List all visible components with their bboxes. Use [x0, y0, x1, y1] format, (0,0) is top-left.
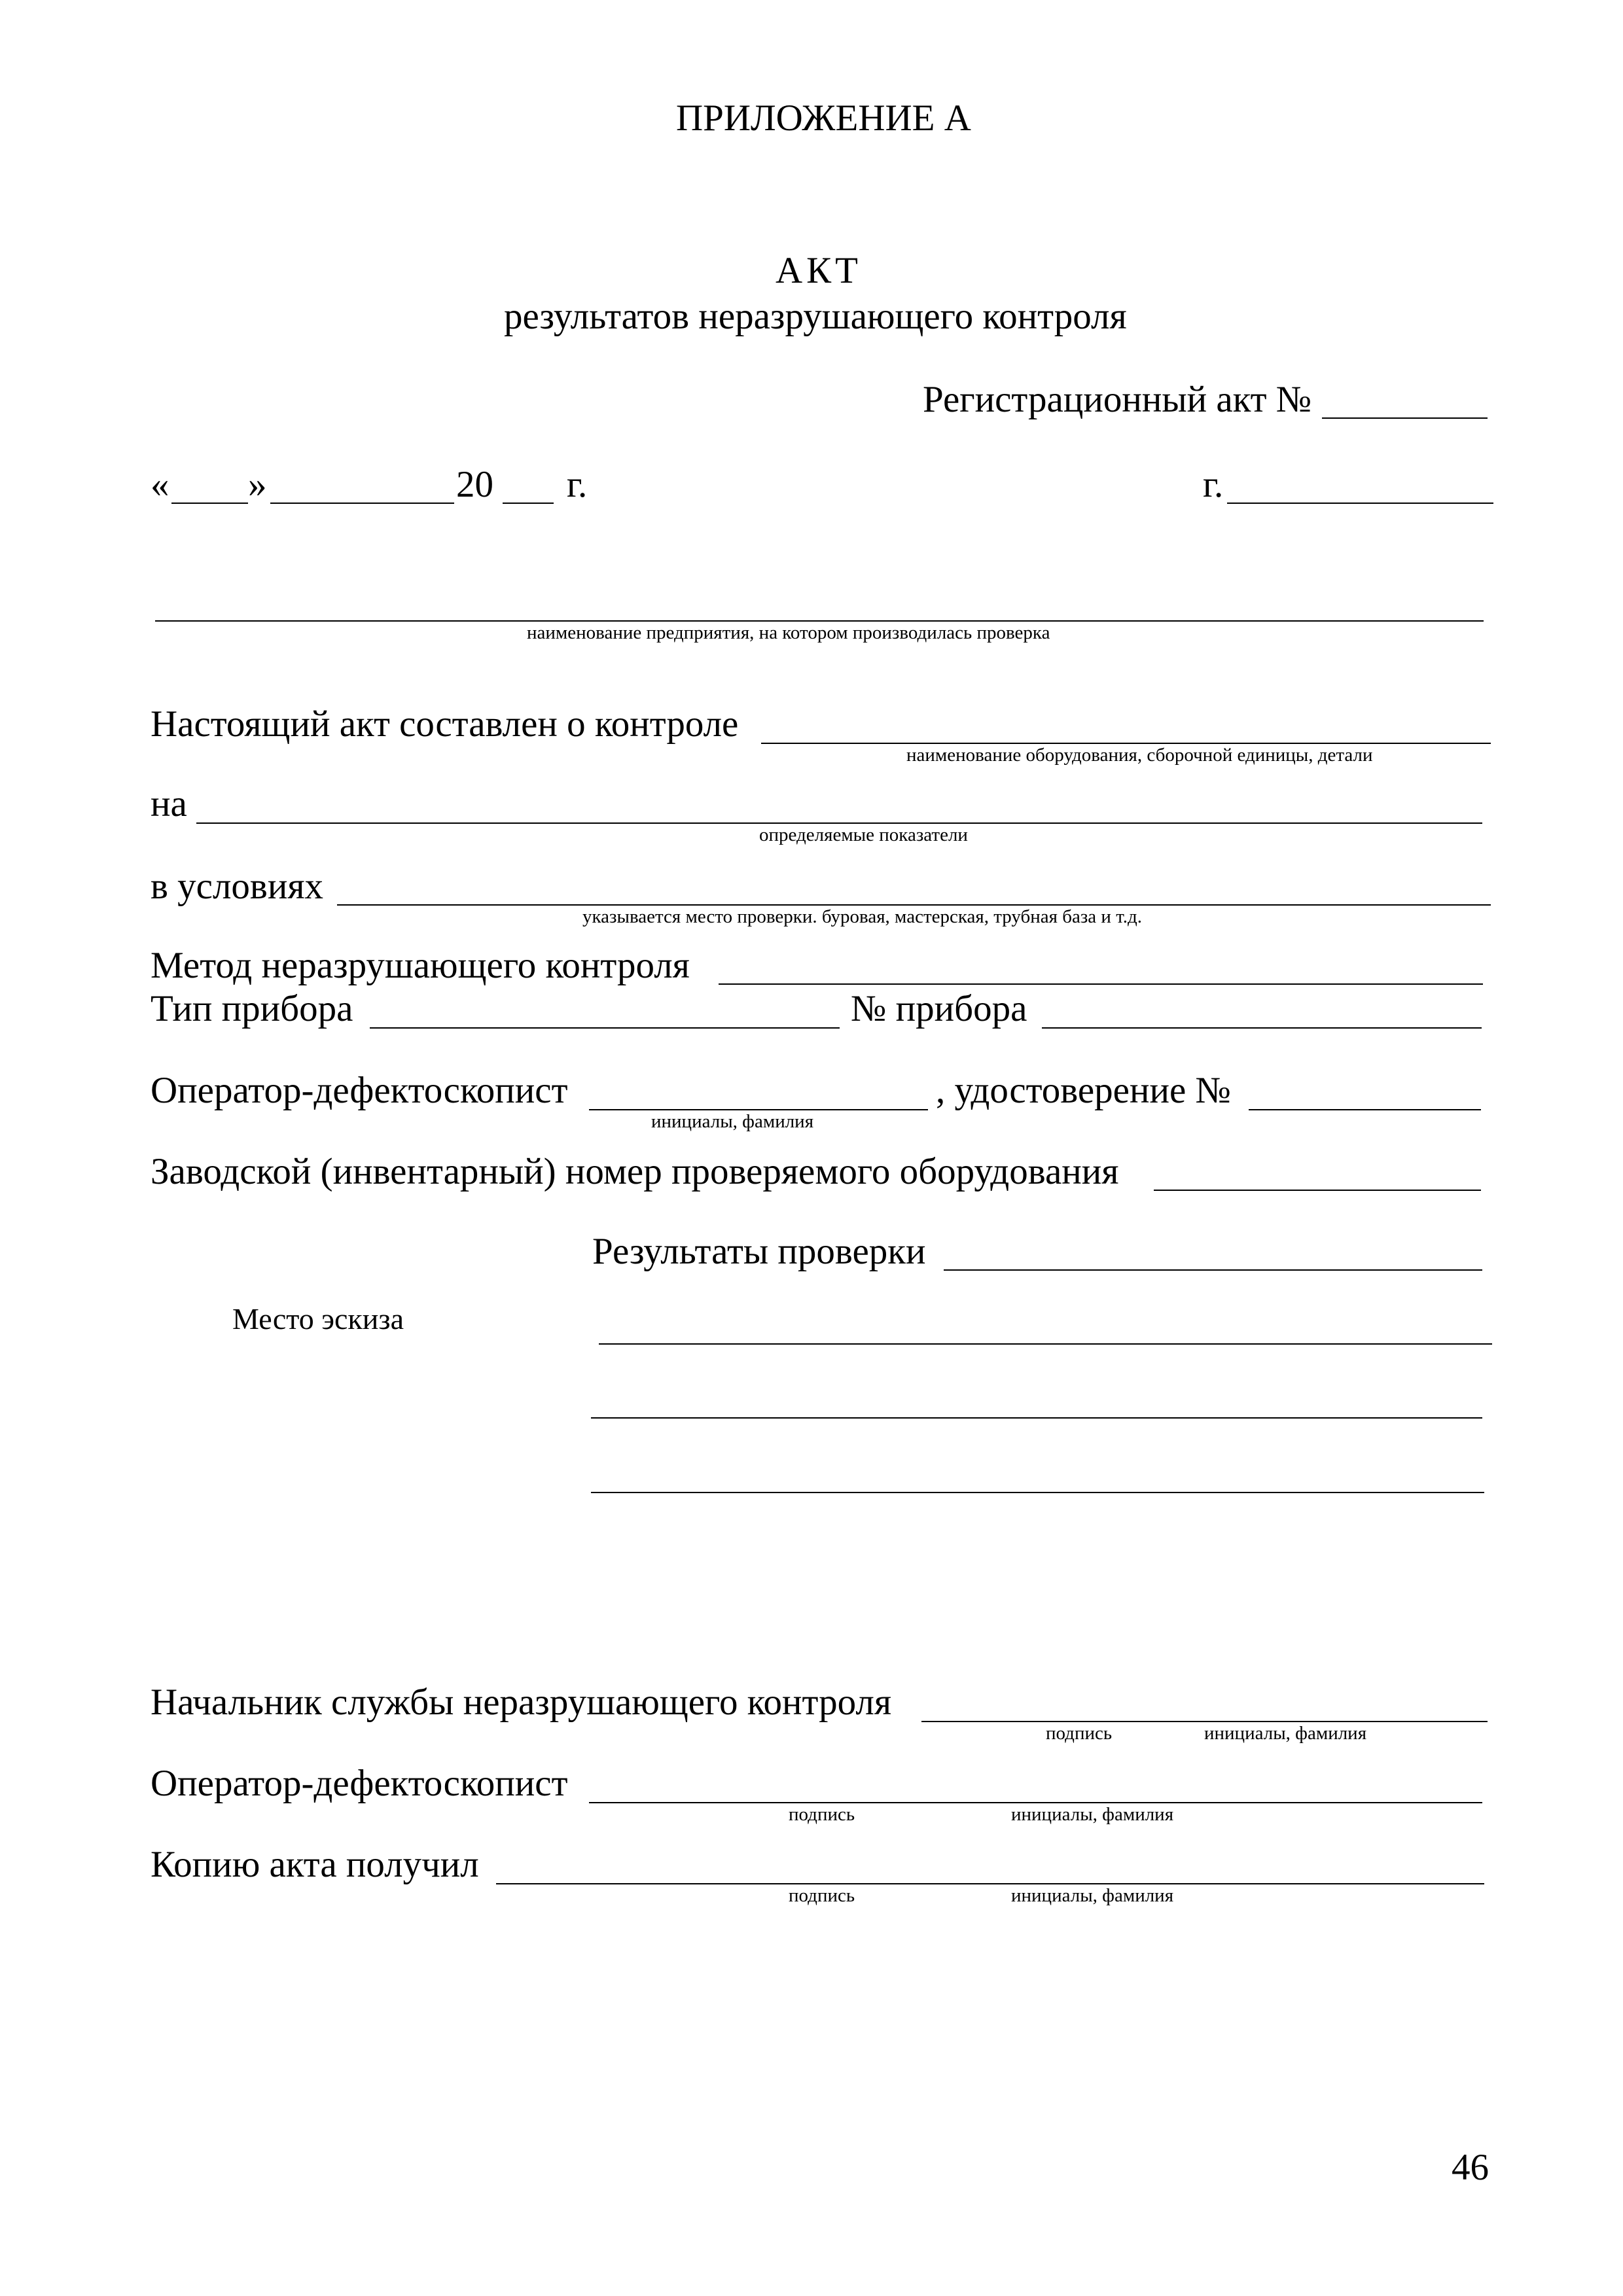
document-title: АКТ — [776, 250, 862, 291]
certificate-label: , удостоверение № — [936, 1070, 1231, 1111]
signature-3-name-caption: инициалы, фамилия — [1011, 1885, 1174, 1906]
document-subtitle: результатов неразрушающего контроля — [504, 296, 1127, 337]
registration-number-field[interactable] — [1322, 417, 1488, 419]
page-number: 46 — [1452, 2147, 1489, 2188]
signature-3-label: Копию акта получил — [151, 1844, 479, 1885]
operator-label: Оператор-дефектоскопист — [151, 1070, 568, 1111]
conditions-caption: указывается место проверки. буровая, мастерская, трубная база и т.д. — [582, 906, 1142, 927]
signature-2-name-caption: инициалы, фамилия — [1011, 1804, 1174, 1825]
date-day-field[interactable] — [171, 503, 248, 504]
signature-2-sign-caption: подпись — [789, 1804, 855, 1825]
appendix-title: ПРИЛОЖЕНИЕ А — [676, 97, 971, 139]
on-label: на — [151, 783, 187, 824]
signature-1-name-caption: инициалы, фамилия — [1204, 1723, 1367, 1744]
control-caption: наименование оборудования, сборочной единицы, детали — [906, 745, 1373, 766]
control-object-field[interactable] — [761, 743, 1491, 744]
results-line-2[interactable] — [599, 1343, 1492, 1345]
operator-name-field[interactable] — [589, 1109, 928, 1110]
device-number-field[interactable] — [1042, 1027, 1482, 1029]
certificate-number-field[interactable] — [1249, 1109, 1481, 1110]
signature-1-field[interactable] — [921, 1721, 1488, 1722]
device-type-field[interactable] — [370, 1027, 840, 1029]
city-field[interactable] — [1227, 503, 1493, 504]
enterprise-field[interactable] — [155, 620, 1484, 622]
date-year-field[interactable] — [503, 503, 554, 504]
serial-field[interactable] — [1154, 1190, 1481, 1191]
signature-3-field[interactable] — [496, 1883, 1484, 1884]
signature-2-field[interactable] — [589, 1802, 1482, 1803]
device-type-label: Тип прибора — [151, 988, 353, 1029]
conditions-field[interactable] — [337, 904, 1491, 906]
operator-caption: инициалы, фамилия — [651, 1111, 814, 1132]
conditions-label: в условиях — [151, 866, 324, 907]
method-label: Метод неразрушающего контроля — [151, 945, 690, 986]
results-line-3[interactable] — [591, 1417, 1482, 1419]
date-year-prefix: 20 — [456, 464, 493, 505]
enterprise-caption: наименование предприятия, на котором производилась проверка — [527, 622, 1050, 643]
sketch-label: Место эскиза — [232, 1302, 404, 1335]
signature-3-sign-caption: подпись — [789, 1885, 855, 1906]
results-field[interactable] — [944, 1269, 1482, 1271]
method-field[interactable] — [719, 983, 1483, 985]
signature-1-sign-caption: подпись — [1046, 1723, 1113, 1744]
indicators-field[interactable] — [196, 822, 1482, 824]
registration-label: Регистрационный акт № — [923, 379, 1312, 420]
results-label: Результаты проверки — [592, 1231, 926, 1272]
signature-1-label: Начальник службы неразрушающего контроля — [151, 1682, 892, 1723]
date-open-quote: « — [151, 464, 169, 505]
device-number-label: № прибора — [851, 988, 1027, 1029]
control-label: Настоящий акт составлен о контроле — [151, 703, 739, 745]
on-caption: определяемые показатели — [759, 824, 968, 845]
city-label: г. — [1203, 464, 1224, 505]
signature-2-label: Оператор-дефектоскопист — [151, 1763, 568, 1804]
date-year-suffix: г. — [567, 464, 588, 505]
date-month-field[interactable] — [270, 503, 454, 504]
date-close-quote: » — [248, 464, 267, 505]
results-line-4[interactable] — [591, 1492, 1484, 1493]
serial-label: Заводской (инвентарный) номер проверяемого оборудования — [151, 1151, 1119, 1192]
